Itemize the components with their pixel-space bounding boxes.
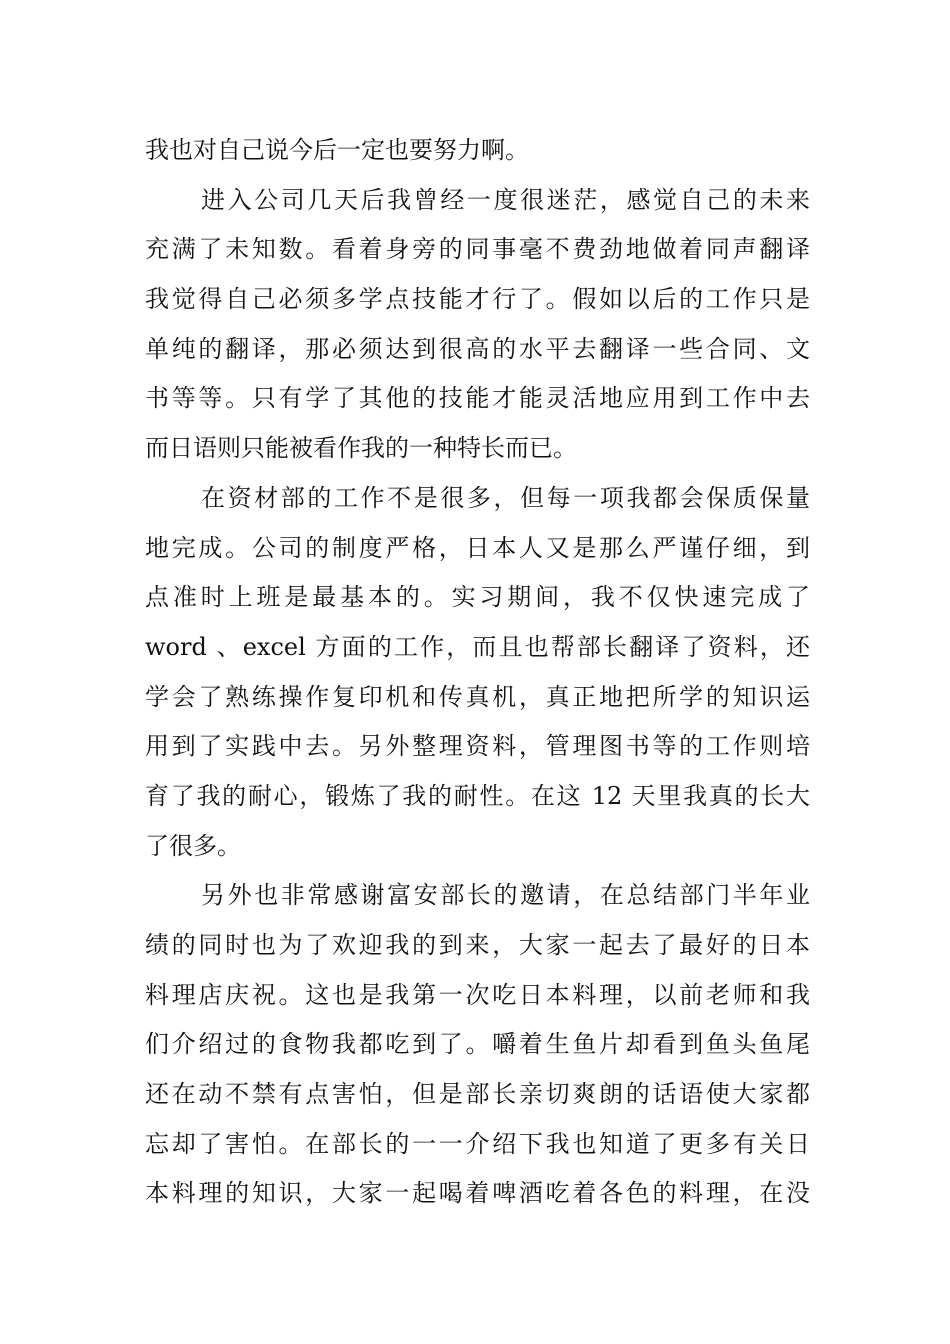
text-line: 另外也非常感谢富安部长的邀请，在总结部门半年业: [201, 881, 810, 910]
text-line: 料理店庆祝。这也是我第一次吃日本料理，以前老师和我: [145, 980, 810, 1009]
text-line: 充满了未知数。看着身旁的同事毫不费劲地做着同声翻译: [145, 235, 810, 264]
text-line: 忘却了害怕。在部长的一一介绍下我也知道了更多有关日: [145, 1129, 810, 1158]
text-line: 我觉得自己必须多学点技能才行了。假如以后的工作只是: [145, 285, 810, 314]
text-line: 用到了实践中去。另外整理资料，管理图书等的工作则培: [145, 732, 810, 761]
text-line: 还在动不禁有点害怕，但是部长亲切爽朗的话语使大家都: [145, 1080, 810, 1109]
text-line: 书等等。只有学了其他的技能才能灵活地应用到工作中去: [145, 384, 810, 413]
text-line: 单纯的翻译，那必须达到很高的水平去翻译一些合同、文: [145, 334, 810, 363]
text-line: 进入公司几天后我曾经一度很迷茫，感觉自己的未来: [201, 185, 810, 214]
text-line: word 、excel 方面的工作，而且也帮部长翻译了资料，还: [145, 632, 810, 661]
text-line: 而日语则只能被看作我的一种特长而已。: [145, 434, 577, 463]
paragraph: [145, 126, 810, 176]
text-line: 绩的同时也为了欢迎我的到来，大家一起去了最好的日本: [145, 931, 810, 959]
text-line: 我也对自己说今后一定也要努力啊。: [145, 136, 529, 164]
text-line: 育了我的耐心，锻炼了我的耐性。在这 12 天里我真的长大: [145, 781, 810, 810]
document-body: [145, 126, 810, 1219]
text-line: 地完成。公司的制度严格，日本人又是那么严谨仔细，到: [145, 533, 810, 562]
text-line: 了很多。: [145, 831, 241, 860]
paragraph: [145, 871, 810, 1219]
text-line: 本料理的知识，大家一起喝着啤酒吃着各色的料理，在没: [145, 1179, 810, 1208]
paragraph: [145, 474, 810, 872]
text-line: 们介绍过的食物我都吃到了。嚼着生鱼片却看到鱼头鱼尾: [145, 1030, 810, 1059]
text-line: 在资材部的工作不是很多，但每一项我都会保质保量: [201, 483, 810, 512]
paragraph: [145, 176, 810, 474]
text-line: 点准时上班是最基本的。实习期间，我不仅快速完成了: [145, 583, 810, 612]
text-line: 学会了熟练操作复印机和传真机，真正地把所学的知识运: [145, 682, 810, 711]
